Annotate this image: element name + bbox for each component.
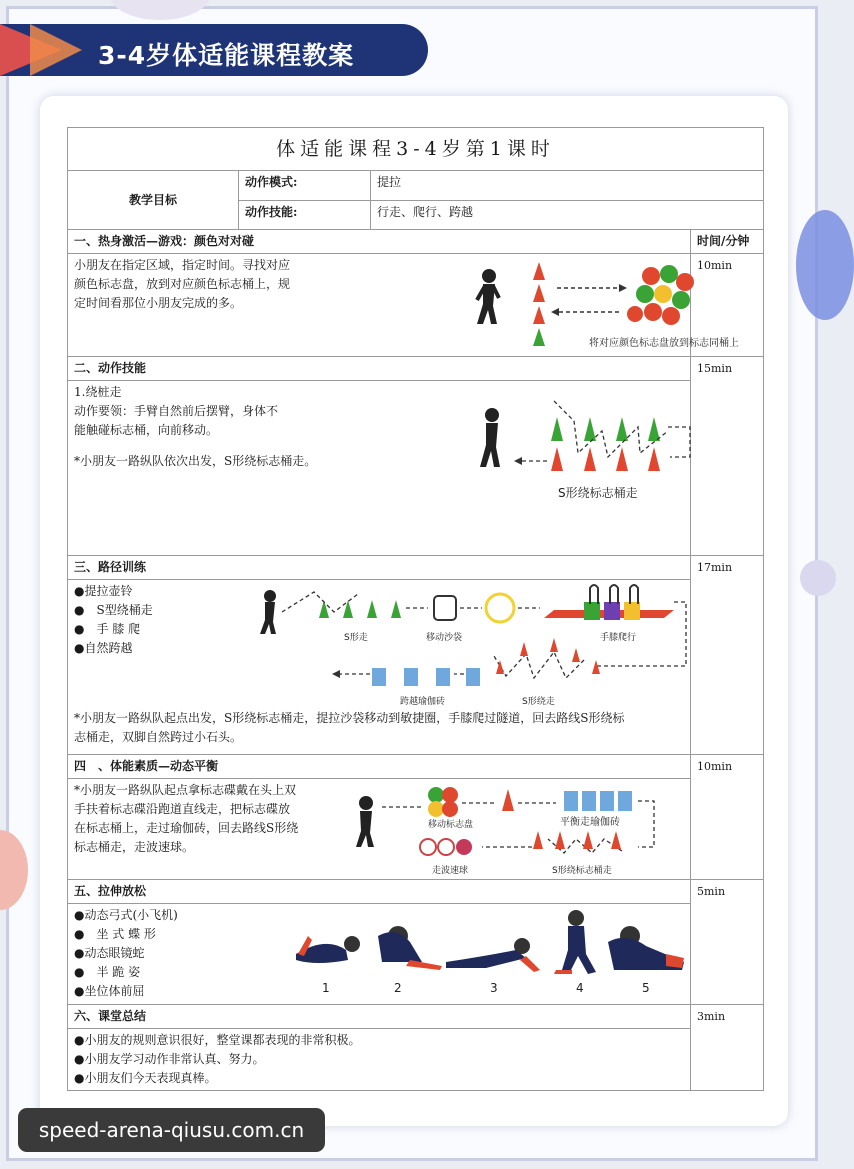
yoga-bricks (564, 791, 632, 811)
action-mode-value: 提拉 (371, 171, 764, 201)
section2-text (74, 383, 344, 471)
text-line: 手扶着标志碟沿跑道直线走，把标志碟放 (74, 802, 291, 816)
text-line: 标志桶走，走波速球。 (74, 840, 195, 854)
section3-time: 17min (691, 556, 764, 755)
text-line: 志桶走，双脚自然跨过小石头。 (74, 730, 243, 744)
goal-label: 教学目标 (68, 171, 239, 230)
list-item: ● 手 膝 爬 (74, 622, 141, 636)
arrow-path (522, 401, 690, 461)
list-item: ●小朋友的规则意识很好，整堂课都表现的非常积极。 (74, 1033, 361, 1047)
list-item: ●提拉壶铃 (74, 584, 133, 598)
agility-ring (486, 594, 514, 622)
arrow-head (619, 284, 627, 292)
lesson-plan-table (67, 127, 764, 1091)
section2-note: *小朋友一路纵队依次出发，S形绕标志桶走。 (74, 454, 317, 468)
arrow-head (551, 308, 559, 316)
s-walk-diagram (462, 391, 702, 501)
marker-discs (627, 265, 694, 325)
green-cones (319, 600, 401, 618)
list-item: ●自然跨越 (74, 641, 133, 655)
text-line: *小朋友一路纵队起点拿标志碟戴在头上双 (74, 783, 297, 797)
label-bosu: 走波速球 (432, 866, 469, 876)
label-hand-knee-crawl: 手膝爬行 (600, 633, 637, 643)
section2-body (68, 381, 691, 556)
label-cross-bricks: 跨越瑜伽砖 (400, 697, 446, 707)
text-line: 能触碰标志桶，向前移动。 (74, 423, 219, 437)
text-line: *小朋友一路纵队起点出发，S形绕标志桶走，提拉沙袋移动到敏捷圈，手膝爬过隧道，回去路线S形绕标 (74, 711, 625, 725)
list-item: ● 坐 式 蝶 形 (74, 927, 156, 941)
child-figure (260, 590, 276, 634)
path-training-diagram (254, 582, 694, 708)
section6-time: 3min (691, 1005, 764, 1091)
bosu-balls (420, 839, 472, 855)
list-item: ● 半 跪 姿 (74, 965, 141, 979)
cone (502, 789, 514, 811)
text-line: 小朋友在指定区域，指定时间。寻找对应 (74, 258, 291, 272)
label-move-sandbag: 移动沙袋 (426, 633, 463, 643)
pose-number: 2 (394, 981, 402, 995)
list-item: ●动态弓式(小飞机) (74, 908, 178, 922)
child-figure (356, 796, 374, 847)
green-cones (551, 417, 660, 441)
red-cones (496, 638, 600, 674)
section3-items (74, 582, 244, 658)
stretch-poses (286, 906, 696, 998)
text-line: 1.绕桩走 (74, 385, 122, 399)
label-s-cones: S形绕标志桶走 (552, 866, 612, 876)
pose-number: 4 (576, 981, 584, 995)
section1-text (74, 256, 324, 313)
section4-time: 10min (691, 755, 764, 880)
list-item: ●小朋友们今天表现真棒。 (74, 1071, 217, 1085)
balance-diagram (352, 785, 700, 885)
pose-number: 3 (490, 981, 498, 995)
list-item: ●坐位体前屈 (74, 984, 145, 998)
section3-body (68, 580, 691, 755)
yoga-bricks (372, 668, 480, 686)
section3-note (74, 709, 694, 747)
pose-number: 5 (642, 981, 650, 995)
cone-stack (533, 262, 545, 346)
action-skill-label: 动作技能: (239, 200, 371, 230)
arrow-head (514, 457, 522, 465)
pose-2 (378, 926, 442, 970)
banner-title: 3-4岁体适能课程教案 (98, 41, 355, 70)
arrow-path (557, 288, 619, 312)
watermark: speed-arena-qiusu.com.cn (18, 1108, 325, 1152)
pose-number: 1 (322, 981, 330, 995)
lesson-title: 体适能课程3-4岁第1课时 (68, 128, 764, 171)
list-item: ●动态眼镜蛇 (74, 946, 145, 960)
label-s-walk: S形走 (344, 633, 368, 643)
section4-text (74, 781, 344, 857)
label-move-disc: 移动标志盘 (428, 820, 474, 830)
marker-discs (428, 787, 458, 817)
section6-body (68, 1029, 691, 1091)
label-balance-bricks: 平衡走瑜伽砖 (560, 817, 620, 828)
pose-1 (296, 936, 360, 963)
list-item: ● S型绕桶走 (74, 603, 153, 617)
pose-3 (446, 938, 540, 972)
decor-circle-right (796, 210, 854, 320)
banner-accent-orange (30, 24, 82, 76)
action-skill-value: 行走、爬行、跨越 (371, 200, 764, 230)
section2-heading: 二、动作技能 (68, 357, 691, 381)
child-figure (480, 408, 500, 467)
text-line: 动作要领：手臂自然前后摆臂，身体不 (74, 404, 279, 418)
section4-body (68, 779, 691, 880)
section5-heading: 五、拉伸放松 (68, 880, 691, 904)
section3-heading: 三、路径训练 (68, 556, 691, 580)
section1-caption: 将对应颜色标志盘放到标志同桶上 (589, 338, 739, 349)
tunnel-mat (544, 585, 674, 620)
section5-time: 5min (691, 880, 764, 1005)
section5-items (74, 906, 264, 1001)
pose-5 (608, 926, 684, 970)
section1-heading: 一、热身激活—游戏：颜色对对碰 (68, 230, 691, 254)
text-line: 定时间看那位小朋友完成的多。 (74, 296, 243, 310)
section6-heading: 六、课堂总结 (68, 1005, 691, 1029)
section2-caption: S形绕标志桶走 (558, 486, 638, 500)
sandbag (434, 596, 456, 620)
arrow-head (332, 670, 340, 678)
text-line: 颜色标志盘，放到对应颜色标志桶上，规 (74, 277, 291, 291)
text-line: 在标志桶上，走过瑜伽砖，回去路线S形绕 (74, 821, 299, 835)
section1-time: 10min (691, 254, 764, 357)
label-s-loop: S形绕走 (522, 697, 555, 707)
section2-time: 15min (691, 357, 764, 556)
section4-heading: 四 、体能素质—动态平衡 (68, 755, 691, 779)
action-mode-label: 动作模式: (239, 171, 371, 201)
pose-4 (554, 910, 596, 974)
child-figure (477, 269, 499, 324)
decor-circle-right-small (800, 560, 836, 596)
section5-body (68, 904, 691, 1005)
list-item: ●小朋友学习动作非常认真、努力。 (74, 1052, 265, 1066)
time-header: 时间/分钟 (691, 230, 764, 254)
